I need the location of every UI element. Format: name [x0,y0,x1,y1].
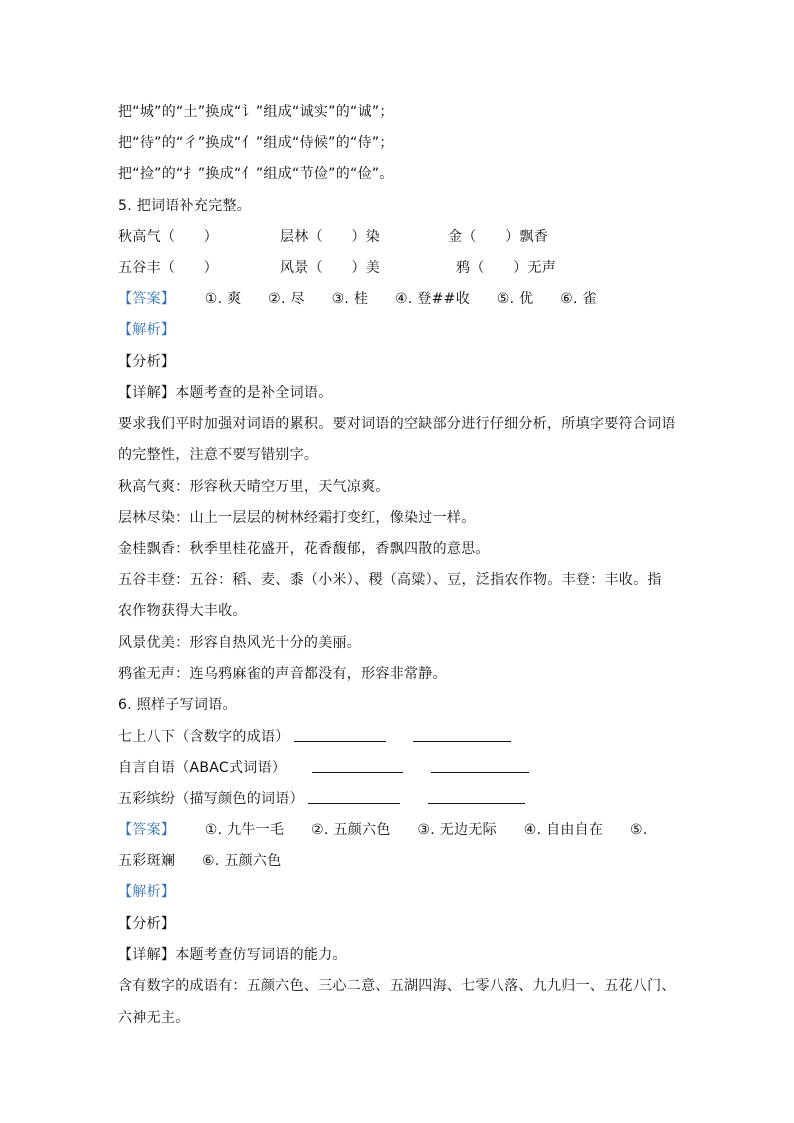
q6-answer-6: ⑥. 五颜六色 [201,853,282,869]
q6-answer-5-text: 五彩斑斓 [118,853,176,869]
answer-tag: 【答案】 [118,822,176,838]
q5-answer-5: ⑤. 优 [496,291,534,307]
q5-answer-6: ⑥. 雀 [560,291,597,307]
q6-row-3 [118,789,538,809]
q5-para-line-1: 要求我们平时加强对词语的累积。要对词语的空缺部分进行仔细分析，所填字要符合词语 [118,416,676,432]
intro-line-2: 把“待”的“彳”换成“亻”组成“侍候”的“侍”； [118,135,394,151]
q5-detail [118,383,333,403]
q6-prompt-3: 五彩缤纷（描写颜色的词语） [118,791,304,807]
q5-blank-1: 秋高气（ ） [118,229,219,245]
q5-blank-2: 层林（ ）染 [280,229,381,245]
q6-answer-5-number: ⑤. [630,822,648,838]
q6-answer-blank-2 [413,727,511,742]
q5-explanation-5: 风景优美：形容自热风光十分的美丽。 [118,635,362,651]
detail-tag: 【详解】 [118,385,176,401]
detail-text: 本题考查仿写词语的能力。 [175,947,347,963]
q6-answer-line-2 [118,851,304,871]
q5-answer-line [118,289,619,309]
q6-row-1 [118,727,538,747]
q6-answer-blank-4 [431,758,529,773]
q5-explanation-1: 秋高气爽：形容秋天晴空万里，天气凉爽。 [118,479,390,495]
q6-title: 6. 照样子写词语。 [118,697,237,713]
q5-blank-5: 风景（ ）美 [280,260,381,276]
q5-explanation-4-line-2: 农作物获得大丰收。 [118,603,247,619]
q5-fenxi: 【分析】 [118,354,176,370]
q5-title: 5. 把词语补充完整。 [118,198,252,214]
q6-answer-1: ①. 九牛一毛 [204,822,285,838]
detail-tag: 【详解】 [118,947,176,963]
q6-prompt-1: 七上八下（含数字的成语） [118,729,290,745]
q5-blank-3: 金（ ）飘香 [448,229,549,245]
q6-answer-3: ③. 无边无际 [417,822,497,838]
q6-answer-blank-1 [294,727,386,742]
intro-line-3: 把“捡”的“扌”换成“亻”组成“节俭”的“俭”。 [118,166,394,182]
q6-prompt-2: 自言自语（ABAC式词语） [118,760,287,776]
q6-answer-blank-6 [428,789,525,804]
q5-answer-2: ②. 尽 [268,291,305,307]
q5-blank-4: 五谷丰（ ） [118,260,219,276]
q5-answer-4: ④. 登##收 [395,291,471,307]
q6-para-line-1: 含有数字的成语有：五颜六色、三心二意、五湖四海、七零八落、九九归一、五花八门、 [118,978,676,994]
q6-answer-4: ④. 自由自在 [523,822,604,838]
q5-answer-3: ③. 桂 [331,291,369,307]
q6-answer-blank-5 [308,789,400,804]
q6-row-2 [118,758,538,778]
answer-tag: 【答案】 [118,291,176,307]
q6-detail [118,945,347,965]
detail-text: 本题考查的是补全词语。 [175,385,333,401]
q6-answer-2: ②. 五颜六色 [311,822,391,838]
q5-analysis-tag: 【解析】 [118,322,176,338]
q5-explanation-4-line-1: 五谷丰登：五谷：稻、麦、黍（小米）、稷（高粱）、豆，泛指农作物。丰登：丰收。指 [118,572,662,588]
q6-answer-blank-3 [312,758,403,773]
intro-line-1: 把“城”的“土”换成“讠”组成“诚实”的“诚”； [118,104,394,120]
q5-explanation-6: 鸦雀无声：连乌鸦麻雀的声音都没有，形容非常静。 [118,666,447,682]
q5-explanation-2: 层林尽染：山上一层层的树林经霜打变红，像染过一样。 [118,510,476,526]
q6-fenxi: 【分析】 [118,916,176,932]
q6-para-line-2: 六神无主。 [118,1010,190,1026]
q5-blank-6: 鸦（ ）无声 [456,260,557,276]
q5-answer-1: ①. 爽 [204,291,242,307]
q6-analysis-tag: 【解析】 [118,884,176,900]
q5-para-line-2: 的完整性，注意不要写错别字。 [118,447,319,463]
q6-answer-line-1 [118,820,670,840]
q5-explanation-3: 金桂飘香：秋季里桂花盛开，花香馥郁，香飘四散的意思。 [118,541,490,557]
